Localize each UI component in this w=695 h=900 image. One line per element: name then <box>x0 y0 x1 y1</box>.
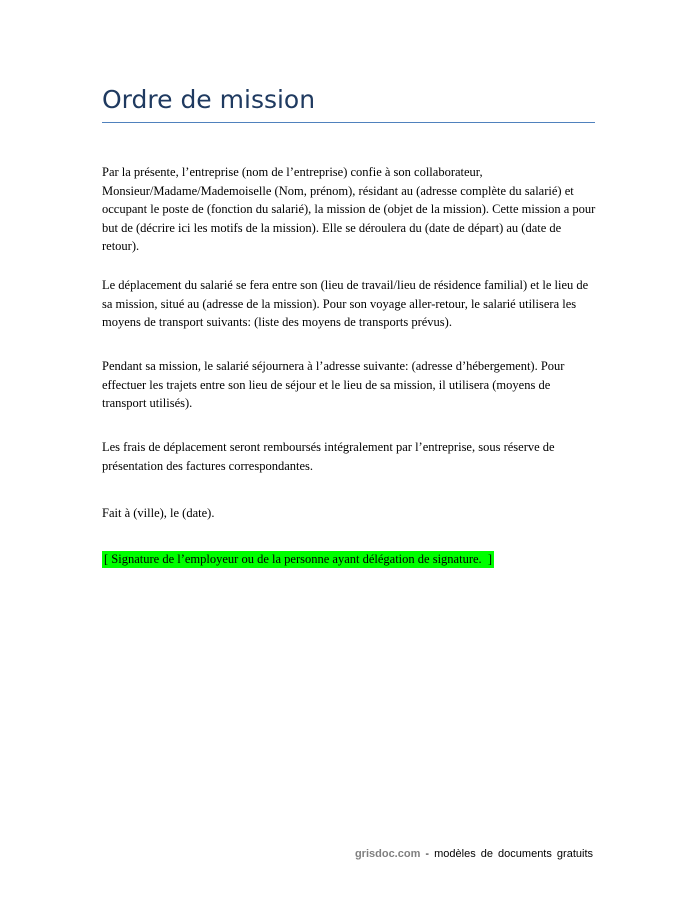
page-footer <box>355 846 593 862</box>
footer-site-link[interactable]: grisdoc.com <box>354 848 421 860</box>
title-divider <box>102 122 595 123</box>
paragraph-accommodation: Pendant sa mission, le salarié séjournera à l’adresse suivante: (adresse d’hébergement). Pour effectuer les trajets entre son lieu de séjour et le lieu de sa mission, il utilisera (moyens de transport utilisés). <box>102 359 565 410</box>
paragraph-travel: Le déplacement du salarié se fera entre son (lieu de travail/lieu de résidence familial) et le lieu de sa mission, situé au (adresse de la mission). Pour son voyage aller-retour, le salarié utilisera les moyens de transport suivants: (liste des moyens de transports prévus). <box>102 278 589 329</box>
page-title: Ordre de mission <box>102 85 316 114</box>
footer-tagline: - modèles de documents gratuits <box>420 848 593 860</box>
paragraph-place-date: Fait à (ville), le (date). <box>102 506 215 520</box>
signature-placeholder: [ Signature de l’employeur ou de la personne ayant délégation de signature. ] <box>104 552 493 566</box>
paragraph-expenses: Les frais de déplacement seront remboursés intégralement par l’entreprise, sous réserve de présentation des factures correspondantes. <box>102 440 555 473</box>
paragraph-mission-assignment: Par la présente, l’entreprise (nom de l’entreprise) confie à son collaborateur, Monsieur/Madame/Mademoiselle (Nom, prénom), résidant au (adresse complète du salarié) et occupant le poste de (fonction du salarié), la mission de (objet de la mission). Cette mission a pour but de (décrire ici les motifs de la mission). Elle se déroulera du (date de départ) au (date de retour). <box>102 165 596 253</box>
